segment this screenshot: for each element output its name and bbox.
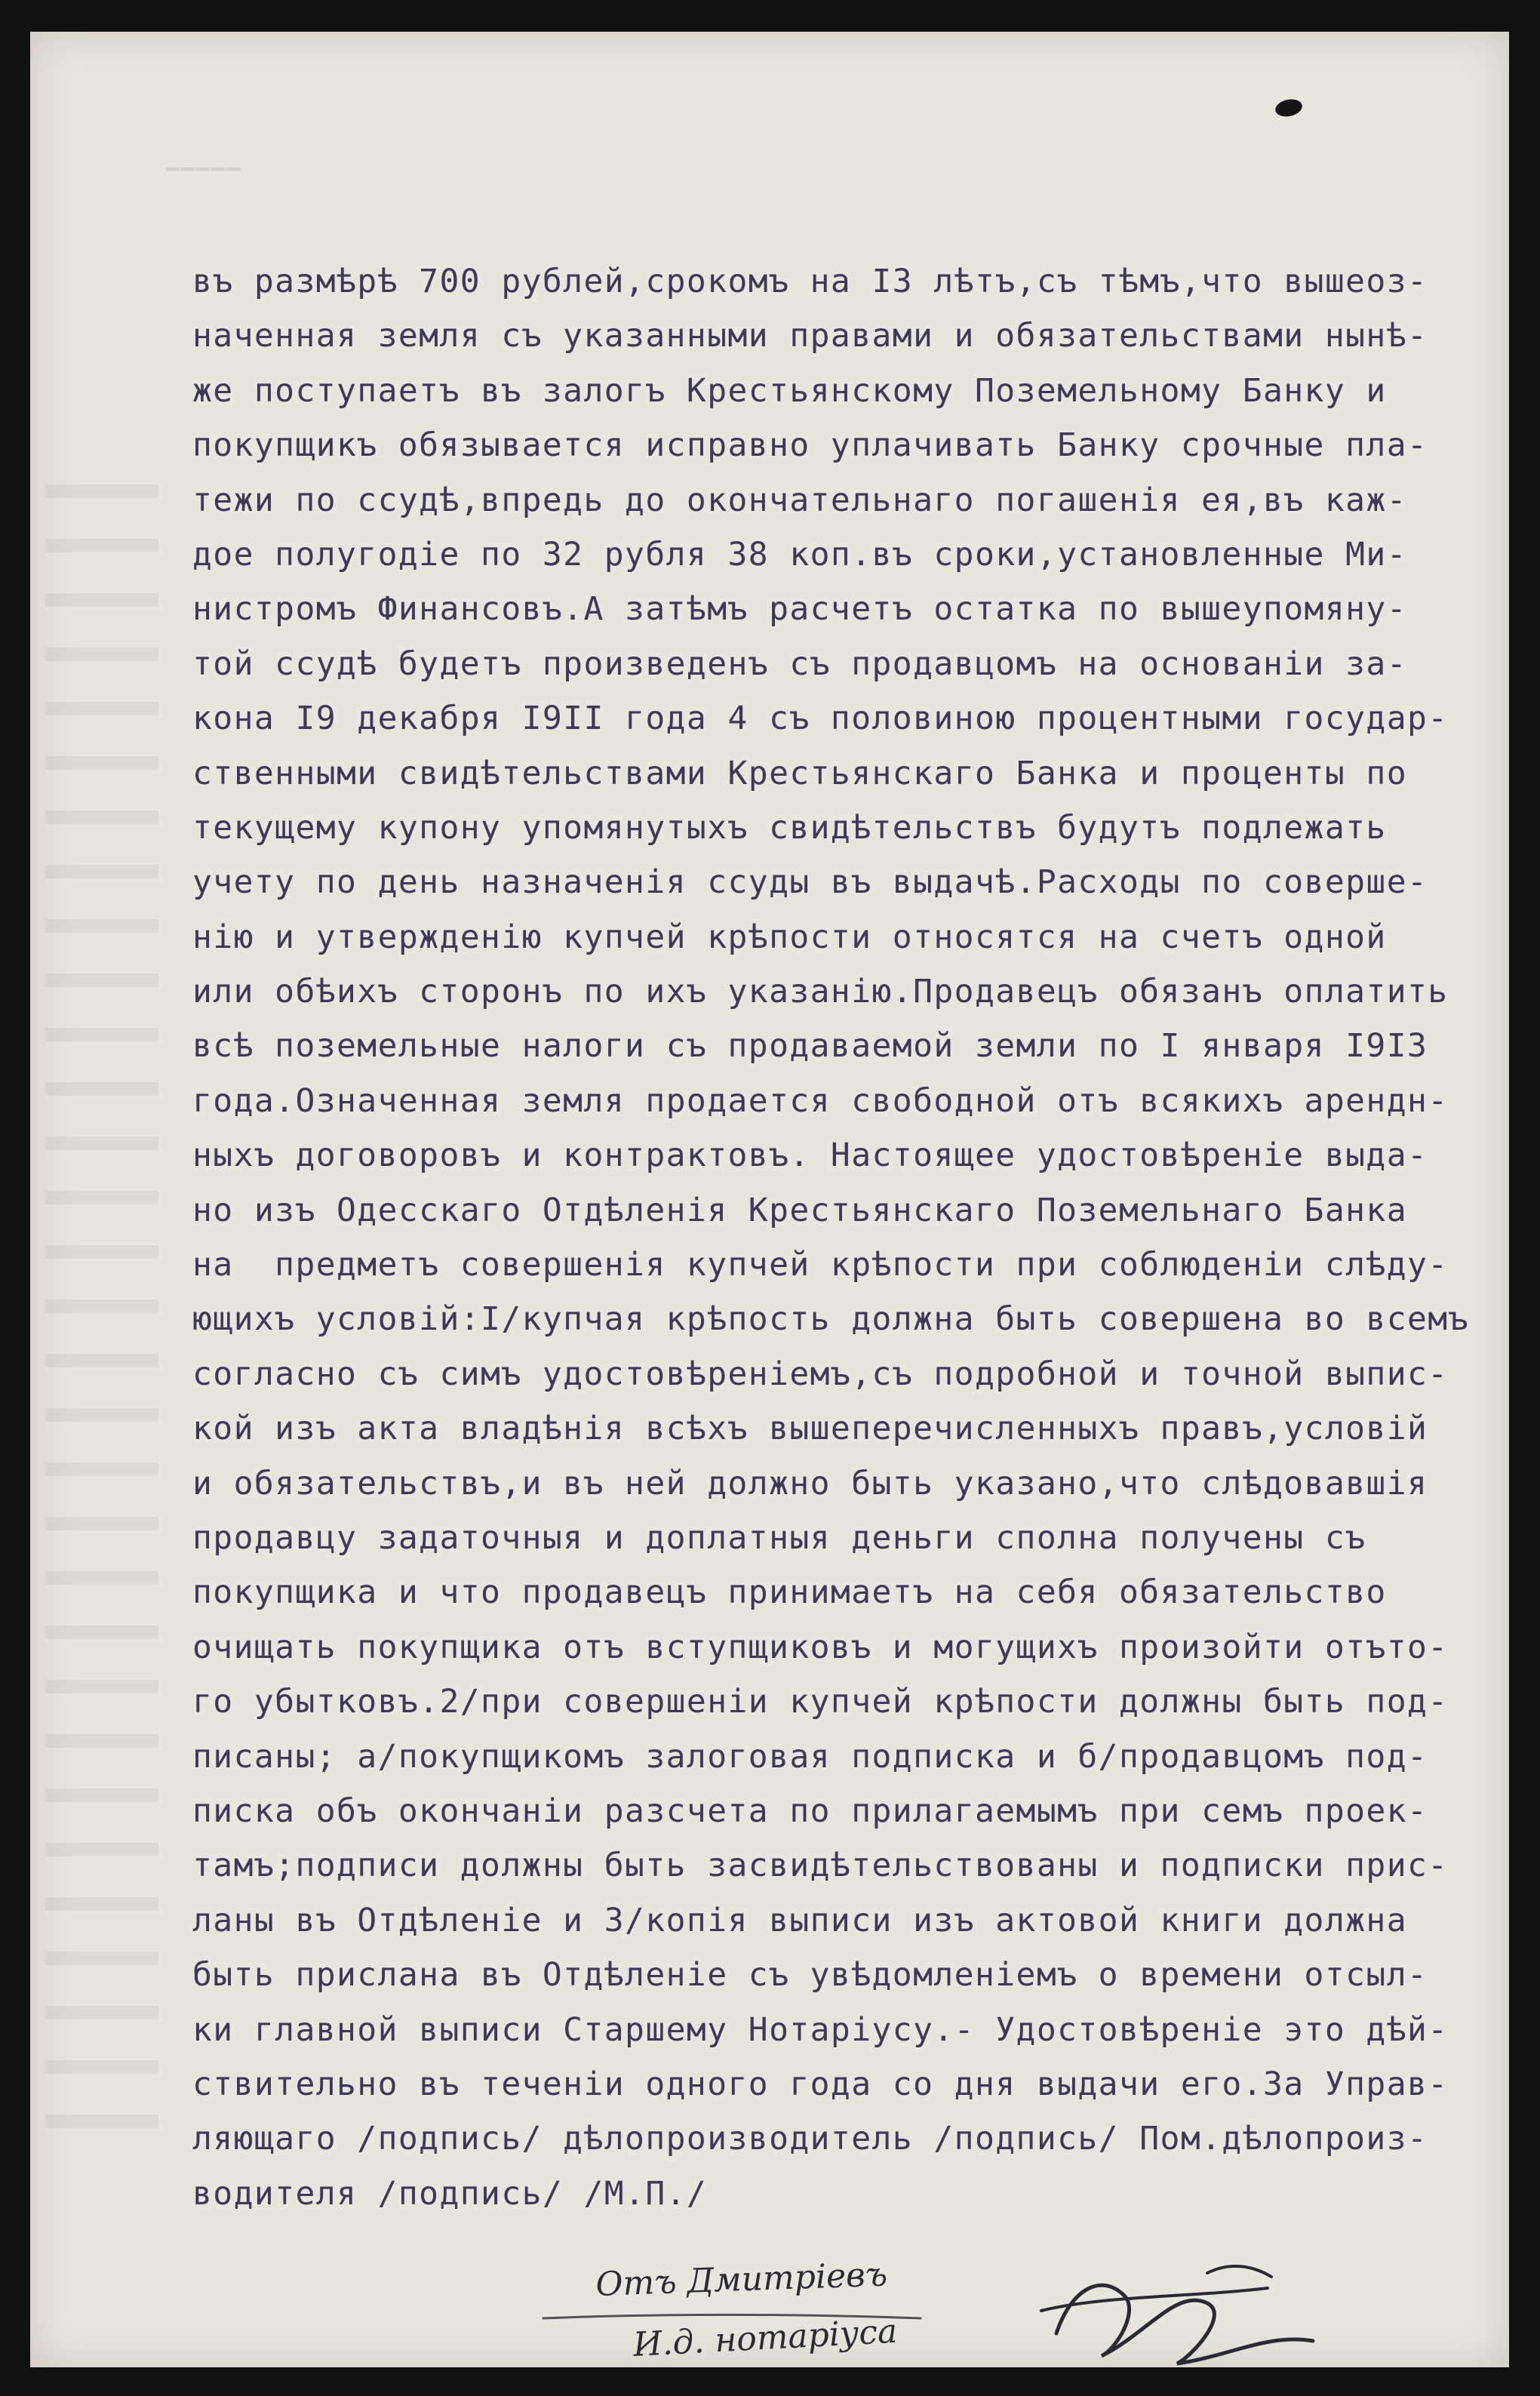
text-line: очищать покупщика отъ вступщиковъ и могущихъ произойти отъто- (192, 1628, 1449, 1666)
document-sheet (30, 32, 1509, 2367)
text-line: ныхъ договоровъ и контрактовъ. Настоящее удостовѣреніе выда- (192, 1136, 1428, 1175)
text-line: и обязательствъ,и въ ней должно быть указано,что слѣдовавшія (192, 1464, 1428, 1502)
text-line: нію и утвержденію купчей крѣпости относятся на счетъ одной (192, 918, 1387, 956)
signature-flourish (1041, 2266, 1271, 2311)
text-line: той ссудѣ будетъ произведенъ съ продавцомъ на основаніи за- (192, 644, 1408, 683)
text-line: же поступаетъ въ залогъ Крестьянскому Поземельному Банку и (192, 371, 1387, 410)
bleed-through-margin (45, 484, 158, 2145)
ink-blot (1274, 97, 1304, 118)
text-line: ляющаго /подпись/ дѣлопроизводитель /подпись/ Пом.дѣлопроиз- (192, 2120, 1428, 2158)
text-line: покупщика и что продавецъ принимаетъ на себя обязательство (192, 1573, 1387, 1612)
bleed-through-top: ▁▁▁▁▁ (166, 145, 242, 171)
text-line: писка объ окончаніи разсчета по прилагаемымъ при семъ проек- (192, 1792, 1428, 1830)
text-line: ствительно въ теченіи одного года со дня выдачи его.За Управ- (192, 2065, 1449, 2103)
document-body (192, 254, 1490, 2221)
text-line: учету по день назначенія ссуды въ выдачѣ.Расходы по соверше- (192, 863, 1428, 902)
text-line: ющихъ условій:I/купчая крѣпость должна быть совершена во всемъ (192, 1300, 1469, 1339)
text-line: года.Означенная земля продается свободной отъ всякихъ арендн- (192, 1081, 1449, 1120)
handwritten-signature (528, 2243, 1373, 2394)
text-line: наченная земля съ указанными правами и обязательствами нынѣ- (192, 317, 1428, 355)
text-line: тежи по ссудѣ,впредь до окончательнаго погашенія ея,въ каж- (192, 481, 1408, 519)
text-line: всѣ поземельные налоги съ продаваемой земли по I января I9I3 (192, 1027, 1428, 1066)
text-line: въ размѣрѣ 700 рублей,срокомъ на I3 лѣтъ,съ тѣмъ,что вышеоз- (192, 263, 1428, 300)
text-line: дое полугодіе по 32 рубля 38 коп.въ сроки,установленные Ми- (192, 535, 1408, 574)
text-line: писаны; а/покупщикомъ залоговая подписка и б/продавцомъ под- (192, 1737, 1428, 1776)
text-line: или обѣихъ сторонъ по ихъ указанію.Продавецъ обязанъ оплатить (192, 973, 1449, 1011)
signature-line-1: Отъ Дмитріевъ (595, 2255, 888, 2304)
text-line: текущему купону упомянутыхъ свидѣтельствъ будутъ подлежать (192, 808, 1387, 847)
signature-scribble (1056, 2285, 1313, 2364)
text-line: тамъ;подписи должны быть засвидѣтельствованы и подписки прис- (192, 1847, 1449, 1885)
text-line: быть прислана въ Отдѣленіе съ увѣдомленіемъ о времени отсыл- (192, 1956, 1428, 1995)
text-line: нистромъ Финансовъ.А затѣмъ расчетъ остатка по вышеупомяну- (192, 590, 1408, 629)
text-line: ственными свидѣтельствами Крестьянскаго Банка и проценты по (192, 754, 1408, 792)
signature-line-2: И.д. нотаріуса (632, 2311, 899, 2364)
text-line: на предметъ совершенія купчей крѣпости при соблюденіи слѣду- (192, 1246, 1449, 1284)
text-line: покупщикъ обязывается исправно уплачивать Банку срочные пла- (192, 426, 1428, 465)
text-line: ки главной выписи Старшему Нотаріусу.- Удостовѣреніе это дѣй- (192, 2010, 1449, 2049)
text-line: согласно съ симъ удостовѣреніемъ,съ подробной и точной выпис- (192, 1355, 1449, 1393)
text-line: водителя /подпись/ /М.П./ (192, 2174, 708, 2213)
text-line: го убытковъ.2/при совершеніи купчей крѣпости должны быть под- (192, 1683, 1449, 1721)
text-line: кона I9 декабря I9II года 4 съ половиною процентными государ- (192, 700, 1449, 738)
text-line: ланы въ Отдѣленіе и 3/копія выписи изъ актовой книги должна (192, 1901, 1408, 1939)
text-line: кой изъ акта владѣнія всѣхъ вышеперечисленныхъ правъ,условій (192, 1410, 1428, 1448)
text-line: продавцу задаточныя и доплатныя деньги сполна получены съ (192, 1518, 1366, 1557)
text-line: но изъ Одесскаго Отдѣленія Крестьянскаго Поземельнаго Банка (192, 1191, 1408, 1229)
